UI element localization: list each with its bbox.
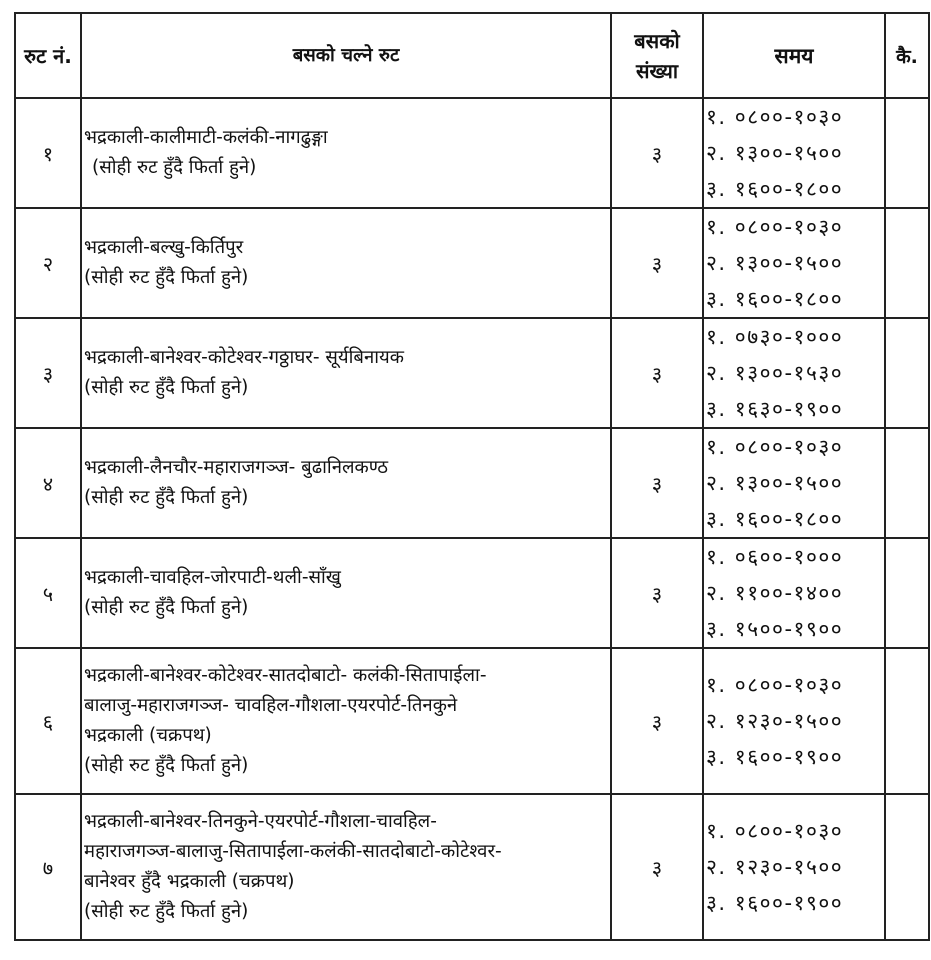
route-no-cell: ७ xyxy=(15,794,81,940)
route-line: भद्रकाली (चक्रपथ) xyxy=(84,725,212,746)
time-cell xyxy=(703,318,885,428)
route-no-cell: ६ xyxy=(15,648,81,794)
remarks-cell xyxy=(885,208,929,318)
route-line: (सोही रुट हुँदै फिर्ता हुने) xyxy=(84,487,249,508)
time-cell xyxy=(703,428,885,538)
time-slot: ३. १६००-१८०० xyxy=(706,177,844,201)
time-slot: १. ०८००-१०३० xyxy=(706,819,844,843)
route-cell xyxy=(81,648,611,794)
route-line: (सोही रुट हुँदै फिर्ता हुने) xyxy=(92,157,257,178)
time-slot: १. ०८००-१०३० xyxy=(706,105,844,129)
route-line: (सोही रुट हुँदै फिर्ता हुने) xyxy=(84,597,249,618)
remarks-cell xyxy=(885,428,929,538)
header-time: समय xyxy=(703,13,885,98)
route-no-cell: ३ xyxy=(15,318,81,428)
route-no-cell: ४ xyxy=(15,428,81,538)
table-header-row xyxy=(15,13,929,98)
time-slot: १. ०६००-१००० xyxy=(706,545,844,569)
table-row xyxy=(15,208,929,318)
route-line: (सोही रुट हुँदै फिर्ता हुने) xyxy=(84,267,249,288)
time-slot: २. १३००-१५३० xyxy=(706,361,844,385)
remarks-cell xyxy=(885,794,929,940)
table-row xyxy=(15,538,929,648)
route-cell xyxy=(81,208,611,318)
route-cell xyxy=(81,794,611,940)
remarks-cell xyxy=(885,318,929,428)
bus-count-cell: ३ xyxy=(611,318,703,428)
route-line: (सोही रुट हुँदै फिर्ता हुने) xyxy=(84,901,249,922)
route-line: बानेश्वर हुँदै भद्रकाली (चक्रपथ) xyxy=(84,871,295,892)
route-cell xyxy=(81,428,611,538)
time-slot: १. ०७३०-१००० xyxy=(706,325,844,349)
route-line: भद्रकाली-बानेश्वर-तिनकुने-एयरपोर्ट-गौशला-चावहिल- xyxy=(84,811,437,832)
route-line: बालाजु-महाराजगञ्ज- चावहिल-गौशला-एयरपोर्ट-तिनकुने xyxy=(84,695,458,716)
time-slot: ३. १६००-१८०० xyxy=(706,507,844,531)
route-no-cell: २ xyxy=(15,208,81,318)
remarks-cell xyxy=(885,98,929,208)
table-row xyxy=(15,428,929,538)
time-slot: ३. १६००-१९०० xyxy=(706,891,844,915)
time-slot: २. १२३०-१५०० xyxy=(706,709,844,733)
bus-count-cell: ३ xyxy=(611,98,703,208)
route-line: (सोही रुट हुँदै फिर्ता हुने) xyxy=(84,755,249,776)
route-line: भद्रकाली-बानेश्वर-कोटेश्वर-गठ्ठाघर- सूर्यबिनायक xyxy=(84,347,404,368)
time-cell xyxy=(703,538,885,648)
time-cell xyxy=(703,648,885,794)
header-remarks: कै. xyxy=(885,13,929,98)
route-line: भद्रकाली-चावहिल-जोरपाटी-थली-साँखु xyxy=(84,567,341,588)
route-line: भद्रकाली-बल्खु-किर्तिपुर xyxy=(84,237,244,258)
time-slot: १. ०८००-१०३० xyxy=(706,215,844,239)
time-slot: १. ०८००-१०३० xyxy=(706,673,844,697)
time-slot: २. १३००-१५०० xyxy=(706,471,844,495)
time-cell xyxy=(703,98,885,208)
time-cell xyxy=(703,794,885,940)
route-cell xyxy=(81,538,611,648)
route-line: भद्रकाली-कालीमाटी-कलंकी-नागढुङ्गा xyxy=(84,127,328,148)
time-slot: ३. १५००-१९०० xyxy=(706,617,844,641)
bus-count-cell: ३ xyxy=(611,428,703,538)
bus-route-table xyxy=(14,12,930,941)
time-slot: २. १२३०-१५०० xyxy=(706,855,844,879)
bus-count-cell: ३ xyxy=(611,648,703,794)
time-slot: २. १३००-१५०० xyxy=(706,141,844,165)
route-cell xyxy=(81,318,611,428)
time-slot: २. ११००-१४०० xyxy=(706,581,844,605)
route-line: भद्रकाली-लैनचौर-महाराजगञ्ज- बुढानिलकण्ठ xyxy=(84,457,389,478)
time-slot: १. ०८००-१०३० xyxy=(706,435,844,459)
time-cell xyxy=(703,208,885,318)
table-row xyxy=(15,98,929,208)
remarks-cell xyxy=(885,648,929,794)
time-slot: ३. १६००-१९०० xyxy=(706,745,844,769)
route-no-cell: ५ xyxy=(15,538,81,648)
header-bus-count: बसको संख्या xyxy=(611,13,703,98)
bus-count-cell: ३ xyxy=(611,208,703,318)
bus-count-cell: ३ xyxy=(611,794,703,940)
bus-count-cell: ३ xyxy=(611,538,703,648)
time-slot: २. १३००-१५०० xyxy=(706,251,844,275)
route-cell xyxy=(81,98,611,208)
time-slot: ३. १६३०-१९०० xyxy=(706,397,844,421)
header-route: बसको चल्ने रुट xyxy=(81,13,611,98)
header-route-no: रुट नं. xyxy=(15,13,81,98)
route-line: (सोही रुट हुँदै फिर्ता हुने) xyxy=(84,377,249,398)
table-row xyxy=(15,794,929,940)
route-line: महाराजगञ्ज-बालाजु-सितापाईला-कलंकी-सातदोबाटो-कोटेश्वर- xyxy=(84,841,502,862)
table-row xyxy=(15,648,929,794)
table-row xyxy=(15,318,929,428)
route-line: भद्रकाली-बानेश्वर-कोटेश्वर-सातदोबाटो- कलंकी-सितापाईला- xyxy=(84,665,487,686)
remarks-cell xyxy=(885,538,929,648)
time-slot: ३. १६००-१८०० xyxy=(706,287,844,311)
route-no-cell: १ xyxy=(15,98,81,208)
